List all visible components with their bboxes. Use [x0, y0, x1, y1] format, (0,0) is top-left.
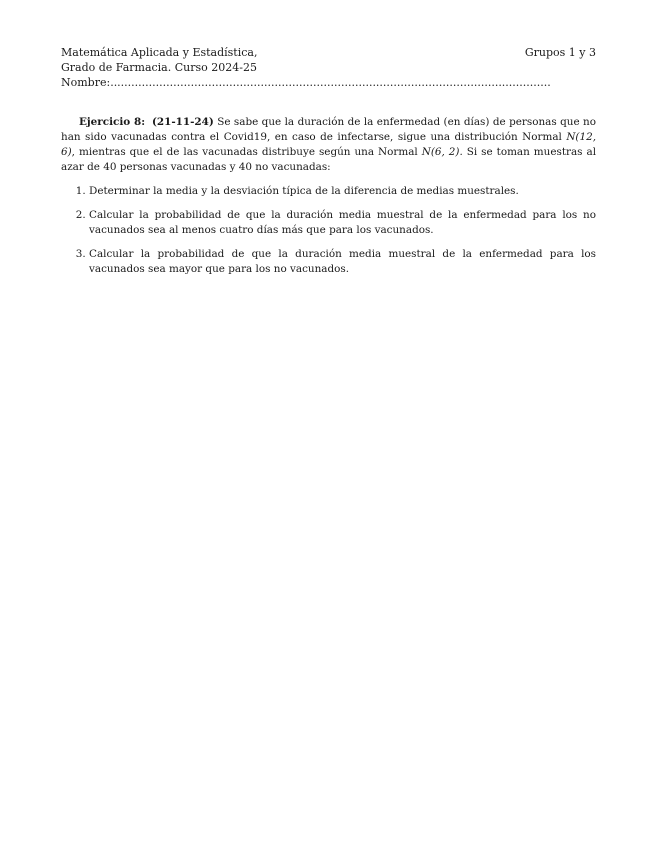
exercise-label: Ejercicio 8: — [79, 116, 146, 128]
question-list — [61, 184, 596, 277]
name-line: Nombre:.............................................................................................................................. — [61, 76, 551, 89]
degree-line: Grado de Farmacia. Curso 2024-25 — [61, 61, 257, 74]
document-header — [61, 45, 596, 90]
statement-text-a: Se sabe que la duración de la enfermedad (en días) de personas que no han sido vacunadas contra el Covid19, en caso de infectarse, sigue una distribución Normal — [61, 116, 596, 143]
course-title: Matemática Aplicada y Estadística, — [61, 46, 258, 59]
distribution-unvaccinated: N(12, 6) — [61, 131, 596, 158]
question-item: 3. Calcular la probabilidad de que la duración media muestral de la enfermedad para los vacunados sea mayor que para los no vacunados. — [89, 247, 596, 277]
exercise-statement — [61, 115, 596, 175]
statement-text-b: , mientras que el de las vacunadas distribuye según una Normal — [71, 146, 422, 158]
question-item: 1. Determinar la media y la desviación típica de la diferencia de medias muestrales. — [89, 184, 596, 199]
distribution-vaccinated: N(6, 2) — [421, 146, 460, 158]
question-item: 2. Calcular la probabilidad de que la duración media muestral de la enfermedad para los no vacunados sea al menos cuatro días más que para los vacunados. — [89, 208, 596, 238]
groups-label: Grupos 1 y 3 — [524, 46, 596, 59]
statement-text-c: . Si se toman muestras al azar de 40 personas vacunadas y 40 no vacunadas: — [61, 146, 597, 173]
exercise-block — [61, 115, 596, 286]
exercise-date: (21-11-24) — [151, 116, 214, 128]
